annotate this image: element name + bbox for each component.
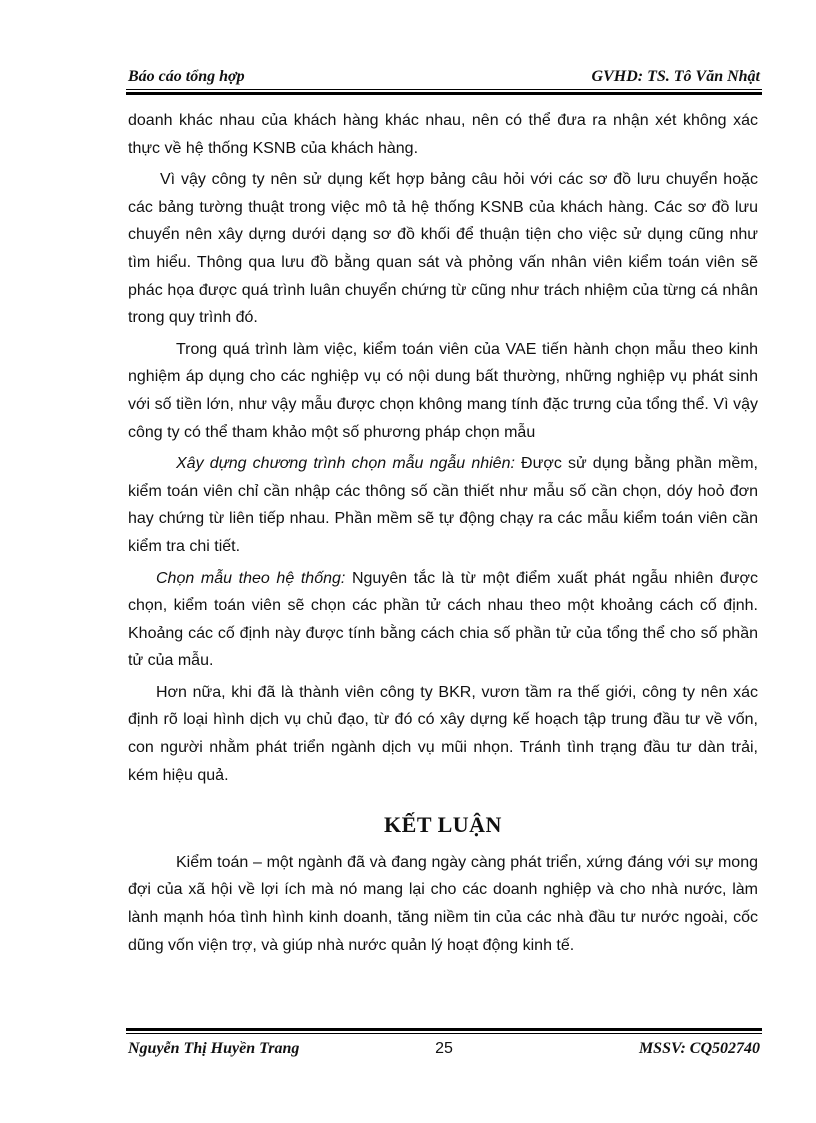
- header-supervisor: GVHD: TS. Tô Văn Nhật: [591, 68, 760, 85]
- paragraph-5-text: Nguyên tắc là từ một điểm xuất phát ngẫu nhiên được chọn, kiểm toán viên sẽ chọn các phần tử cách nhau theo một khoảng cách cố định. Khoảng các cố định này được tính bằng cách chia số phần tử của tổng thể cho số phần tử của mẫu.: [128, 569, 759, 670]
- header-rule-thick: [126, 92, 762, 95]
- paragraph-4-text: Được sử dụng bằng phần mềm, kiểm toán viên chỉ cần nhập các thông số cần thiết như mẫu số cần chọn, dóy hoỏ đơn hay chứng từ liên tiếp nhau. Phần mềm sẽ tự động chạy ra các mẫu kiểm toán viên cần kiểm tra chi tiết.: [128, 455, 759, 555]
- paragraph-4-lead: Xây dựng chương trình chọn mẫu ngẫu nhiên:: [176, 455, 515, 473]
- header-report-title: Báo cáo tổng hợp: [128, 68, 245, 85]
- footer-rule-thin: [126, 1033, 762, 1034]
- footer-student-id: MSSV: CQ502740: [638, 1040, 760, 1057]
- paragraph-5-lead: Chọn mẫu theo hệ thống:: [156, 569, 346, 587]
- header-rule-thin: [126, 89, 762, 90]
- paragraph-1: doanh khác nhau của khách hàng khác nhau, nên có thể đưa ra nhận xét không xác thực về hệ thống KSNB của khách hàng.: [128, 112, 758, 157]
- page-header: [126, 66, 762, 88]
- paragraph-3: Trong quá trình làm việc, kiểm toán viên của VAE tiến hành chọn mẫu theo kinh nghiệm áp dụng cho các nghiệp vụ có nội dung bất thường, những nghiệp vụ phát sinh với số tiền lớn, như vậy mẫu được chọn không mang tính đặc trưng của tổng thể. Vì vậy công ty có thể tham khảo một số phương pháp chọn mẫu: [128, 340, 758, 441]
- paragraph-6: Hơn nữa, khi đã là thành viên công ty BKR, vươn tầm ra thế giới, công ty nên xác định rõ loại hình dịch vụ chủ đạo, từ đó có xây dựng kế hoạch tập trung đầu tư về vốn, con người nhằm phát triển ngành dịch vụ mũi nhọn. Tránh tình trạng đầu tư dàn trải, kém hiệu quả.: [128, 683, 758, 784]
- paragraph-7: Kiểm toán – một ngành đã và đang ngày càng phát triển, xứng đáng với sự mong đợi của xã hội về lợi ích mà nó mang lại cho các doanh nghiệp và cho nhà nước, làm lành mạnh hóa tình hình kinh doanh, tăng niềm tin của các nhà đầu tư nước ngoài, cốc dũng vốn viện trợ, và giúp nhà nước quản lý hoạt động kinh tế.: [128, 853, 758, 954]
- footer-page-number: 25: [435, 1040, 453, 1057]
- page-footer: [126, 1040, 762, 1062]
- paragraph-2: Vì vậy công ty nên sử dụng kết hợp bảng câu hỏi với các sơ đồ lưu chuyển hoặc các bảng tường thuật trong việc mô tả hệ thống KSNB của khách hàng. Các sơ đồ lưu chuyển nên xây dựng dưới dạng sơ đồ khối để thuận tiện cho việc sử dụng cũng như tìm hiểu. Thông qua lưu đồ bằng quan sát và phỏng vấn nhân viên kiểm toán viên sẽ phác họa được quá trình luân chuyển chứng từ cũng như trách nhiệm của từng cá nhân trong quy trình đó.: [128, 171, 758, 327]
- paragraph-4: [128, 450, 758, 560]
- paragraph-5: [128, 565, 758, 675]
- page-body: [128, 107, 758, 959]
- footer-rule-thick: [126, 1028, 762, 1031]
- footer-author: Nguyễn Thị Huyền Trang: [128, 1040, 300, 1057]
- section-heading: KẾT LUẬN: [384, 812, 502, 838]
